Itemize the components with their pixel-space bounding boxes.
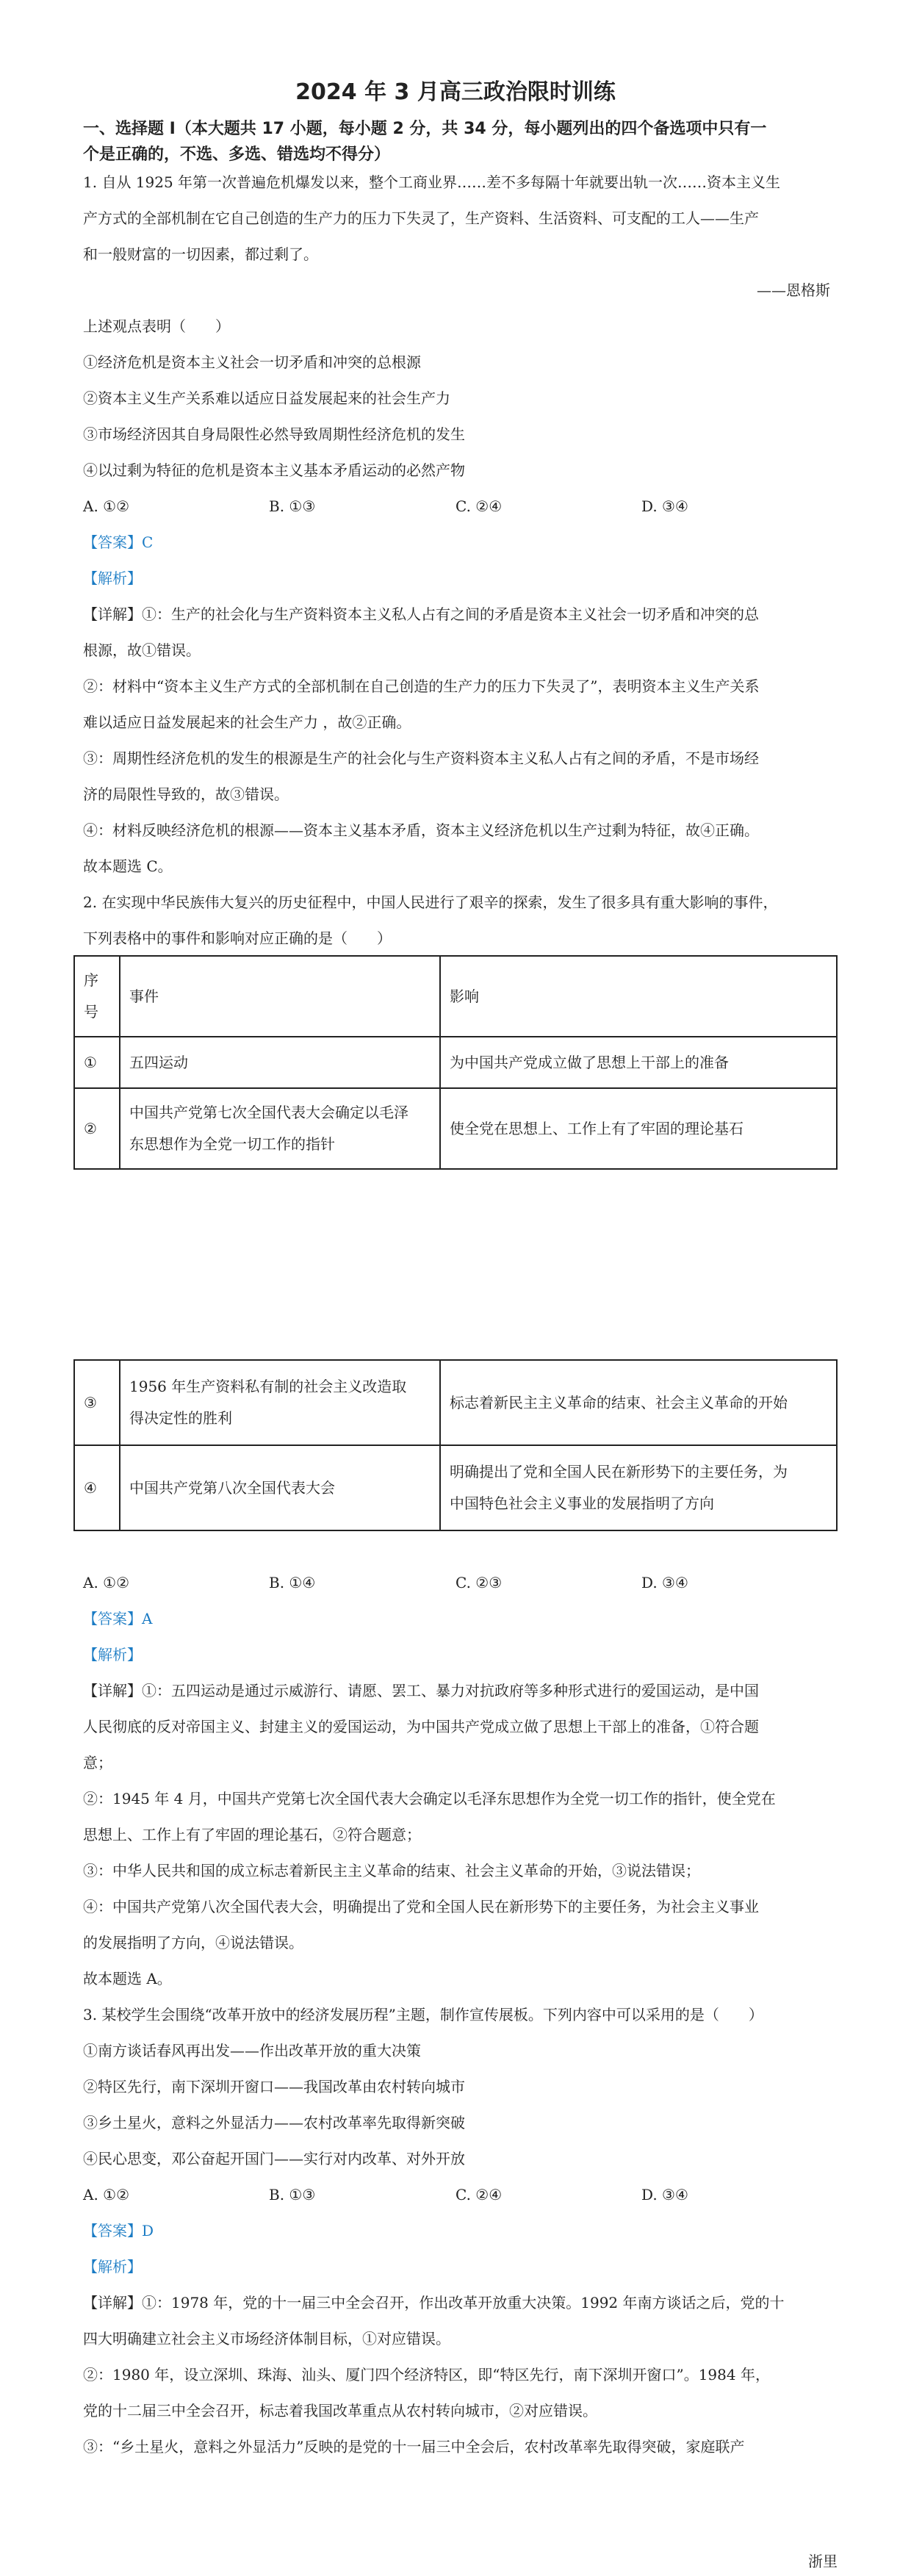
q2-table-part1 — [73, 955, 838, 1170]
q1-stem-line3: 和一般财富的一切因素，都过剩了。 — [83, 245, 318, 263]
q2-table-part2 — [73, 1359, 838, 1531]
row-number: ② — [74, 1088, 120, 1169]
table-header-event: 事件 — [120, 956, 440, 1037]
q1-analysis-label: 【解析】 — [83, 569, 142, 587]
q3-item-1: ①南方谈话春风再出发——作出改革开放的重大决策 — [83, 2042, 421, 2059]
row-impact: 为中国共产党成立做了思想上干部上的准备 — [440, 1037, 837, 1088]
q3-detail-line2: 四大明确建立社会主义市场经济体制目标，①对应错误。 — [83, 2330, 450, 2347]
q3-option-c: C. ②④ — [455, 2186, 503, 2203]
q3-answer: 【答案】D — [83, 2222, 154, 2239]
q1-conclusion: 故本题选 C。 — [83, 857, 173, 875]
table-header-row — [74, 956, 837, 1037]
q1-detail-line2: 根源，故①错误。 — [83, 641, 201, 659]
q2-detail-line4: ②：1945 年 4 月，中国共产党第七次全国代表大会确定以毛泽东思想作为全党一切工作的指针，使全党在 — [83, 1790, 776, 1807]
table-row — [74, 1445, 837, 1530]
q2-analysis-label: 【解析】 — [83, 1646, 142, 1663]
table-header-impact: 影响 — [440, 956, 837, 1037]
q1-item-4: ④以过剩为特征的危机是资本主义基本矛盾运动的必然产物 — [83, 461, 465, 479]
row-event-line2: 得决定性的胜利 — [129, 1409, 232, 1427]
section-heading-line2: 个是正确的，不选、多选、错选均不得分） — [83, 145, 391, 164]
row-impact-line1: 明确提出了党和全国人民在新形势下的主要任务，为 — [450, 1463, 788, 1481]
q1-option-a: A. ①② — [83, 497, 130, 515]
q3-detail-line5: ③：“乡土星火，意料之外显活力”反映的是党的十一届三中全会后，农村改革率先取得突破，家庭联产 — [83, 2438, 745, 2456]
q1-stem-line2: 产方式的全部机制在它自己创造的生产力的压力下失灵了，生产资料、生活资料、可支配的工人——生产 — [83, 209, 759, 227]
q2-detail-line8: 的发展指明了方向，④说法错误。 — [83, 1934, 303, 1951]
q1-option-c: C. ②④ — [455, 497, 503, 515]
q3-detail-line4: 党的十二届三中全会召开，标志着我国改革重点从农村转向城市，②对应错误。 — [83, 2402, 597, 2420]
row-impact: 使全党在思想上、工作上有了牢固的理论基石 — [440, 1088, 837, 1169]
q2-detail-line3: 意； — [83, 1754, 112, 1771]
q1-detail-line4: 难以适应日益发展起来的社会生产力 ，故②正确。 — [83, 713, 411, 731]
q1-detail-line6: 济的局限性导致的，故③错误。 — [83, 785, 289, 803]
row-event: 五四运动 — [120, 1037, 440, 1088]
q3-detail-line1: 【详解】①：1978 年，党的十一届三中全会召开，作出改革开放重大决策。1992 年南方谈话之后，党的十 — [83, 2294, 785, 2311]
q1-detail-line5: ③：周期性经济危机的发生的根源是生产的社会化与生产资料资本主义私人占有之间的矛盾，不是市场经 — [83, 749, 759, 767]
q1-item-2: ②资本主义生产关系难以适应日益发展起来的社会生产力 — [83, 389, 450, 407]
q2-option-c: C. ②③ — [455, 1574, 503, 1591]
q2-option-d: D. ③④ — [641, 1574, 688, 1591]
table-row — [74, 1037, 837, 1088]
row-event: 中国共产党第八次全国代表大会 — [120, 1445, 440, 1530]
q2-option-a: A. ①② — [83, 1574, 130, 1591]
q3-option-d: D. ③④ — [641, 2186, 688, 2203]
row-number: ③ — [74, 1360, 120, 1445]
q2-conclusion: 故本题选 A。 — [83, 1970, 172, 1987]
q3-detail-line3: ②：1980 年，设立深圳、珠海、汕头、厦门四个经济特区，即“特区先行，南下深圳开窗口”。1984 年， — [83, 2366, 770, 2383]
page-footer: 浙里 — [808, 2552, 838, 2570]
q1-stem-line1: 1. 自从 1925 年第一次普遍危机爆发以来，整个工商业界……差不多每隔十年就要出轨一次……资本主义生 — [83, 173, 781, 191]
row-event — [120, 1360, 440, 1445]
q2-option-b: B. ①④ — [269, 1574, 316, 1591]
row-number: ① — [74, 1037, 120, 1088]
row-impact — [440, 1445, 837, 1530]
q2-detail-line2: 人民彻底的反对帝国主义、封建主义的爱国运动，为中国共产党成立做了思想上干部上的准备，①符合题 — [83, 1718, 759, 1735]
q1-item-1: ①经济危机是资本主义社会一切矛盾和冲突的总根源 — [83, 353, 421, 371]
q1-answer: 【答案】C — [83, 533, 154, 551]
q3-analysis-label: 【解析】 — [83, 2258, 142, 2275]
header-number-line1: 序 — [84, 971, 98, 989]
q1-option-d: D. ③④ — [641, 497, 688, 515]
header-number-line2: 号 — [84, 1003, 98, 1021]
q2-detail-line1: 【详解】①：五四运动是通过示威游行、请愿、罢工、暴力对抗政府等多种形式进行的爱国运动，是中国 — [83, 1682, 759, 1699]
table-header-number — [74, 956, 120, 1037]
row-event-line1: 中国共产党第七次全国代表大会确定以毛泽 — [129, 1104, 408, 1121]
table-row — [74, 1360, 837, 1445]
q3-option-a: A. ①② — [83, 2186, 130, 2203]
table-row — [74, 1088, 837, 1169]
section-heading-line1: 一、选择题 I（本大题共 17 小题，每小题 2 分，共 34 分，每小题列出的四个备选项中只有一 — [83, 120, 767, 138]
q2-detail-line5: 思想上、工作上有了牢固的理论基石，②符合题意； — [83, 1826, 421, 1843]
q3-item-2: ②特区先行，南下深圳开窗口——我国改革由农村转向城市 — [83, 2078, 465, 2095]
q1-prompt: 上述观点表明（ ） — [83, 317, 230, 335]
q3-stem: 3. 某校学生会围绕“改革开放中的经济发展历程”主题，制作宣传展板。下列内容中可以采用的是（ ） — [83, 2006, 763, 2023]
q3-option-b: B. ①③ — [269, 2186, 316, 2203]
q3-item-3: ③乡土星火，意料之外显活力——农村改革率先取得新突破 — [83, 2114, 465, 2131]
q2-stem-line1: 2. 在实现中华民族伟大复兴的历史征程中，中国人民进行了艰辛的探索，发生了很多具有重大影响的事件， — [83, 893, 778, 911]
q1-item-3: ③市场经济因其自身局限性必然导致周期性经济危机的发生 — [83, 425, 465, 443]
q1-detail-line3: ②：材料中“资本主义生产方式的全部机制在自己创造的生产力的压力下失灵了”，表明资本主义生产关系 — [83, 677, 760, 695]
q1-source: ——恩格斯 — [757, 281, 830, 299]
q3-item-4: ④民心思变，邓公奋起开国门——实行对内改革、对外开放 — [83, 2150, 465, 2167]
q1-detail-line7: ④：材料反映经济危机的根源——资本主义基本矛盾，资本主义经济危机以生产过剩为特征，故④正确。 — [83, 821, 759, 839]
q1-option-b: B. ①③ — [269, 497, 316, 515]
q2-detail-line6: ③：中华人民共和国的成立标志着新民主主义革命的结束、社会主义革命的开始，③说法错误； — [83, 1862, 700, 1879]
row-event-line1: 1956 年生产资料私有制的社会主义改造取 — [129, 1378, 407, 1395]
q2-answer: 【答案】A — [83, 1610, 153, 1627]
page-title: 2024 年 3 月高三政治限时训练 — [295, 79, 616, 105]
row-impact-line2: 中国特色社会主义事业的发展指明了方向 — [450, 1494, 714, 1512]
q2-stem-line2: 下列表格中的事件和影响对应正确的是（ ） — [83, 929, 392, 947]
row-event — [120, 1088, 440, 1169]
row-impact: 标志着新民主主义革命的结束、社会主义革命的开始 — [440, 1360, 837, 1445]
row-number: ④ — [74, 1445, 120, 1530]
q1-detail-line1: 【详解】①：生产的社会化与生产资料资本主义私人占有之间的矛盾是资本主义社会一切矛盾和冲突的总 — [83, 605, 759, 623]
q2-detail-line7: ④：中国共产党第八次全国代表大会，明确提出了党和全国人民在新形势下的主要任务，为社会主义事业 — [83, 1898, 759, 1915]
row-event-line2: 东思想作为全党一切工作的指针 — [129, 1135, 335, 1153]
